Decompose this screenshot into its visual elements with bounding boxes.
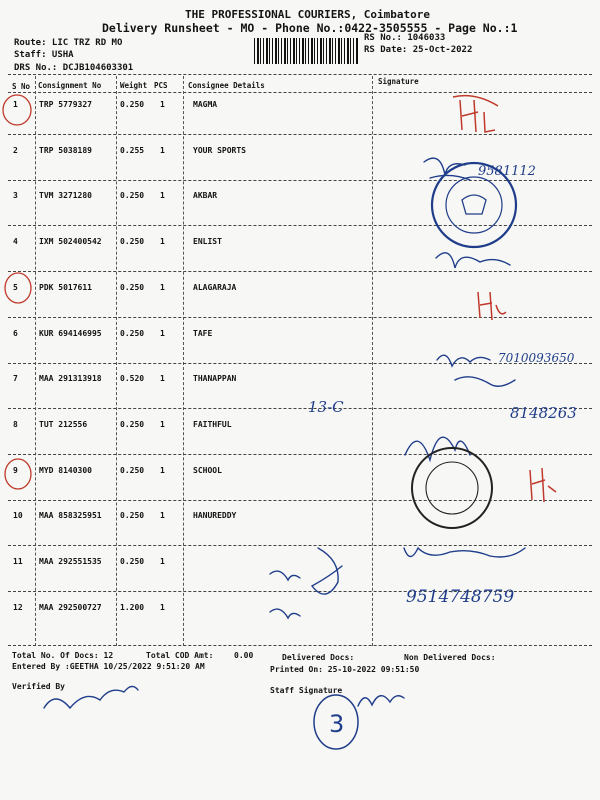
non-delivered-docs: Non Delivered Docs: — [404, 653, 496, 662]
row-pcs: 1 — [160, 420, 165, 429]
entered-by: Entered By :GEETHA 10/25/2022 9:51:20 AM — [12, 662, 205, 671]
row-consignment: IXM 502400542 — [39, 237, 102, 246]
row-consignee: THANAPPAN — [193, 374, 237, 383]
row-weight: 0.250 — [120, 511, 145, 520]
row-consignee: MAGMA — [193, 100, 218, 109]
red-circle-row9 — [5, 459, 31, 489]
row-consignee: FAITHFUL — [193, 420, 232, 429]
row-sno: 12 — [13, 603, 23, 612]
red-circle-row1 — [3, 95, 31, 125]
row-sno: 6 — [13, 329, 18, 338]
row-sno: 9 — [13, 466, 18, 475]
red-circle-row5 — [5, 273, 31, 303]
row-consignment: TUT 212556 — [39, 420, 88, 429]
row-sno: 10 — [13, 511, 23, 520]
row-pcs: 1 — [160, 146, 165, 155]
row-consignment: MAA 858325951 — [39, 511, 102, 520]
staff-signature-label: Staff Signature — [270, 686, 343, 695]
row-consignee: ENLIST — [193, 237, 222, 246]
row-consignee: TAFE — [193, 329, 213, 338]
row-consignee: SCHOOL — [193, 466, 222, 475]
handwritten-note-row8: 13-C — [308, 398, 344, 416]
company-title: THE PROFESSIONAL COURIERS, Coimbatore — [185, 8, 431, 21]
row-consignment: PDK 5017611 — [39, 283, 92, 292]
seal-stamp — [412, 448, 492, 528]
col-consignment: Consignment No — [38, 81, 102, 90]
row-pcs: 1 — [160, 466, 165, 475]
row-pcs: 1 — [160, 511, 165, 520]
col-pcs: PCS — [154, 81, 168, 90]
row-consignment: TVM 3271280 — [39, 191, 92, 200]
handwritten-phone-row3: 9581112 — [478, 164, 536, 179]
row-pcs: 1 — [160, 283, 165, 292]
handwritten-number-row7: 8148263 — [510, 404, 577, 422]
circled-number-text: 3 — [329, 710, 345, 738]
col-signature: Signature — [378, 77, 419, 86]
row-consignment: MAA 292500727 — [39, 603, 102, 612]
row-consignee: HANUREDDY — [193, 511, 237, 520]
row-pcs: 1 — [160, 237, 165, 246]
row-pcs: 1 — [160, 557, 165, 566]
drs-number: DRS No.: DCJB104603301 — [14, 63, 134, 73]
row-pcs: 1 — [160, 603, 165, 612]
printed-on: Printed On: 25-10-2022 09:51:50 — [270, 665, 420, 674]
col-consignee: Consignee Details — [188, 81, 265, 90]
rs-date: RS Date: 25-Oct-2022 — [364, 45, 473, 55]
row-pcs: 1 — [160, 191, 165, 200]
row-sno: 1 — [13, 100, 18, 109]
total-cod-value: 0.00 — [234, 651, 254, 660]
row-sno: 3 — [13, 191, 18, 200]
row-consignee: YOUR SPORTS — [193, 146, 246, 155]
runsheet-title: Delivery Runsheet - MO - Phone No.:0422-3505555 - Page No.:1 — [102, 21, 518, 35]
rs-number: RS No.: 1046033 — [364, 33, 446, 43]
row-consignee: AKBAR — [193, 191, 218, 200]
total-docs: Total No. Of Docs: 12 — [12, 651, 114, 660]
col-weight: Weight — [120, 81, 148, 90]
row-weight: 0.250 — [120, 420, 145, 429]
row-consignment: TRP 5038189 — [39, 146, 92, 155]
row-consignment: TRP 5779327 — [39, 100, 92, 109]
delivered-docs: Delivered Docs: — [282, 653, 355, 662]
handwritten-phone-row11: 9514748759 — [406, 587, 515, 607]
row-sno: 11 — [13, 557, 23, 566]
row-weight: 0.250 — [120, 466, 145, 475]
row-weight: 1.200 — [120, 603, 145, 612]
row-weight: 0.250 — [120, 191, 145, 200]
row-sno: 2 — [13, 146, 18, 155]
row-weight: 0.250 — [120, 557, 145, 566]
row-pcs: 1 — [160, 374, 165, 383]
staff-label: Staff: USHA — [14, 50, 74, 60]
row-consignment: MAA 292551535 — [39, 557, 102, 566]
row-weight: 0.250 — [120, 329, 145, 338]
red-initials — [453, 96, 556, 502]
row-pcs: 1 — [160, 329, 165, 338]
row-weight: 0.250 — [120, 283, 145, 292]
verified-by-label: Verified By — [12, 682, 65, 691]
row-sno: 8 — [13, 420, 18, 429]
col-sno: S No — [12, 82, 31, 91]
row-consignee: ALAGARAJA — [193, 283, 237, 292]
route-label: Route: LIC TRZ RD MO — [14, 38, 123, 48]
row-consignment: MYD 8140300 — [39, 466, 92, 475]
row-weight: 0.250 — [120, 237, 145, 246]
row-weight: 0.255 — [120, 146, 145, 155]
row-pcs: 1 — [160, 100, 165, 109]
row-consignment: MAA 291313918 — [39, 374, 102, 383]
row-sno: 5 — [13, 283, 18, 292]
handwritten-phone-row7: 7010093650 — [498, 351, 575, 365]
row-consignment: KUR 694146995 — [39, 329, 102, 338]
row-sno: 7 — [13, 374, 18, 383]
row-weight: 0.250 — [120, 100, 145, 109]
row-sno: 4 — [13, 237, 18, 246]
row-weight: 0.520 — [120, 374, 145, 383]
total-cod-label: Total COD Amt: — [146, 651, 214, 660]
